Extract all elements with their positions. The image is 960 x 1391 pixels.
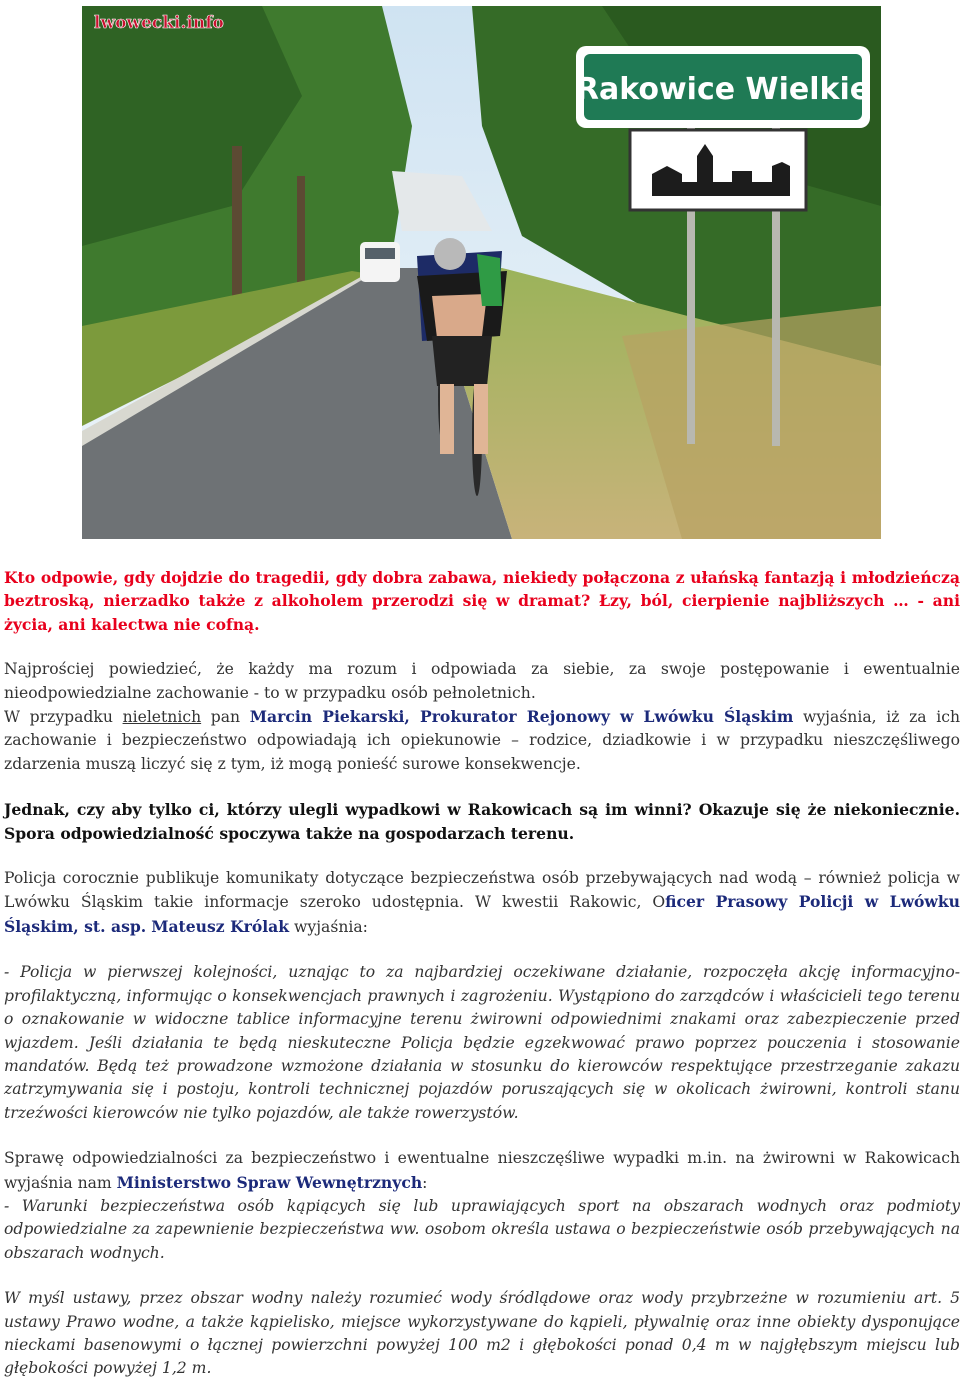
article-lead: Kto odpowie, gdy dojdzie do tragedii, gdy dobra zabawa, niekiedy połączona z ułańską fantazją i młodzieńczą beztroską, nierzadko także z alkoholem przerodzi się w dramat? Łzy, ból, cierpienie najbliższych … - ani życia, ani kalectwa nie cofną.	[4, 568, 960, 634]
paragraph-adults: Najprościej powiedzieć, że każdy ma rozum i odpowiada za siebie, za swoje postępowanie i ewentualnie nieodpowiedzialne zachowanie - to w przypadku osób pełnoletnich.	[4, 660, 960, 702]
paragraph-police-text-3: wyjaśnia:	[289, 917, 368, 936]
paragraph-minors-text-3: wyjaśnia, iż za ich zachowanie i bezpieczeństwo odpowiadają ich opiekunowie – rodzice, dziadkowie i w przypadku nieszczęśliwego zdarzenia muszą liczyć się z tym, iż mogą ponieść surowe konsekwencje.	[4, 708, 960, 773]
underlined-word-minors: nieletnich	[122, 708, 202, 727]
paragraph-minors	[4, 705, 960, 776]
paragraph-ministry-text-1: Sprawę odpowiedzialności za bezpieczeństwo i ewentualne nieszczęśliwe wypadki m.in. na żwirowni w Rakowicach wyjaśnia nam	[4, 1149, 960, 1192]
law-definition-quote: W myśl ustawy, przez obszar wodny należy rozumieć wody śródlądowe oraz wody przybrzeżne w rozumieniu art. 5 ustawy Prawo wodne, a także kąpielisko, miejsce wykorzystywane do kąpieli, pływalnię oraz inne obiekty dysponujące nieckami basenowymi o łącznej powierzchni powyżej 100 m2 i głębokości ponad 0,4 m w najgłębszym miejscu lub głębokości powyżej 1,2 m.	[4, 1289, 960, 1378]
police-quote: - Policja w pierwszej kolejności, uznając to za najbardziej oczekiwane działanie, rozpoczęła akcję informacyjno-profilaktyczną, informując o konsekwencjach prawnych i zagrożeniu. Wystąpiono do zarządców i właścicieli tego terenu o oznakowanie w widoczne tablice informacyjne terenu żwirowni odpowiednimi znakami oraz zabezpieczenie przed wjazdem. Jeśli działania te będą nieskuteczne Policja będzie egzekwować prawo poprzez pouczenia i stosowanie mandatów. Będą też prowadzone wzmożone działania w stosunku do kierowców respektujące przestrzeganie zakazu zatrzymywania się i postoju, kontroli technicznej pojazdów poruszających się w okolicach żwirowni, kontroli stanu trzeźwości kierowców nie tylko pojazdów, ale także rowerzystów.	[4, 963, 960, 1122]
cyclists-road-sign-illustration	[82, 6, 881, 539]
paragraph-minors-text-1: W przypadku	[4, 708, 123, 727]
paragraph-ministry	[4, 1147, 960, 1195]
photo-watermark: lwowecki.info	[94, 13, 224, 33]
sign-text: Rakowice Wielkie	[575, 72, 871, 107]
paragraph-minors-text-2: pan	[201, 708, 250, 727]
ministry-quote: - Warunki bezpieczeństwa osób kąpiących się lub uprawiających sport na obszarach wodnych oraz podmioty odpowiedzialne za zapewnienie bezpieczeństwa ww. osobom określa ustawa o bezpieczeństwie osób przebywających na obszarach wodnych.	[4, 1196, 960, 1262]
article-photo	[82, 6, 881, 539]
police-officer-name: Mateusz Królak	[151, 916, 290, 936]
ministry-name: Ministerstwo Spraw Wewnętrznych	[116, 1172, 423, 1192]
paragraph-police-text-1: Policja corocznie publikuje komunikaty dotyczące bezpieczeństwa osób przebywających nad wodą – również policja w Lwówku Śląskim takie informacje szeroko udostępnia. W kwestii Rakowic, O	[4, 869, 960, 912]
paragraph-ministry-text-2: :	[422, 1173, 428, 1192]
paragraph-police	[4, 867, 960, 939]
police-officer-title: ficer Prasowy Policji w Lwówku Śląskim, st. asp.	[4, 892, 960, 936]
paragraph-responsibility: Jednak, czy aby tylko ci, którzy ulegli wypadkowi w Rakowicach są im winni? Okazuje się że niekoniecznie. Spora odpowiedzialność spoczywa także na gospodarzach terenu.	[4, 800, 960, 843]
article-body	[4, 566, 960, 1381]
prosecutor-name: Marcin Piekarski, Prokurator Rejonowy w Lwówku Śląskim	[249, 707, 794, 727]
